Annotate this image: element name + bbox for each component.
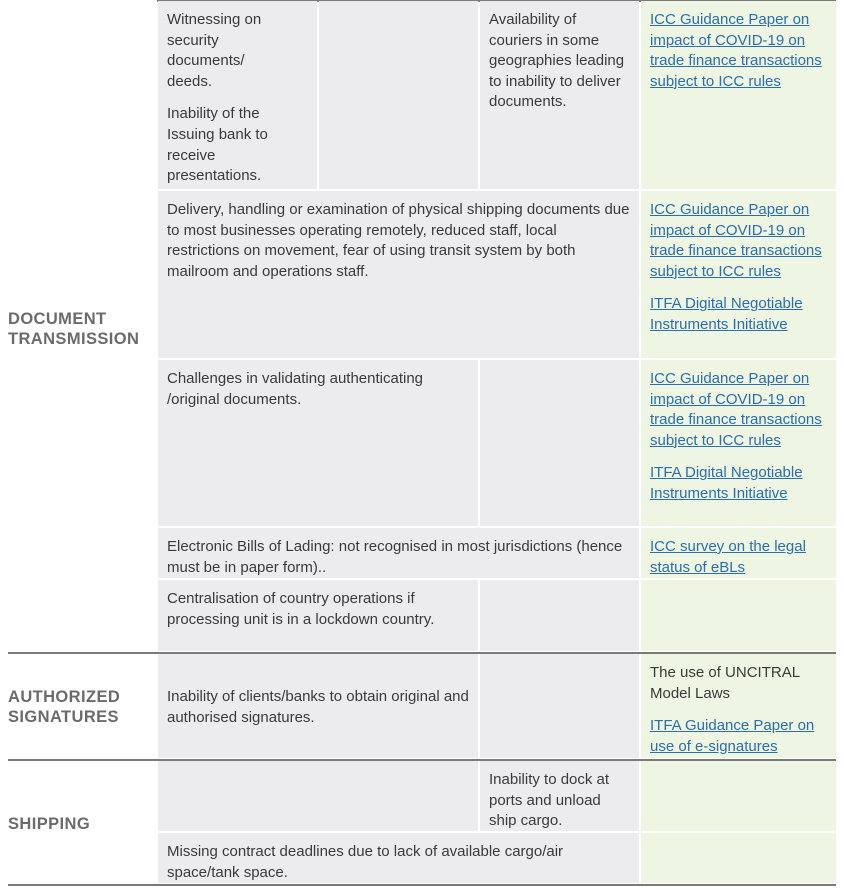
- resource-cell: [641, 191, 836, 358]
- resource-cell: [641, 1, 836, 189]
- icc-guidance-paper-link[interactable]: ICC Guidance Paper on impact of COVID-19 on trade finance transactions subject to ICC rules: [650, 11, 822, 90]
- resource-cell: [641, 654, 836, 758]
- itfa-digital-negotiable-instruments-link[interactable]: ITFA Digital Negotiable Instruments Initiative: [650, 295, 803, 333]
- cell-text: Inability to dock at ports and unload ship cargo.: [489, 771, 610, 830]
- cell-text: Delivery, handling or examination of physical shipping documents due to most businesses operating remotely, reduced staff, local restrictions on movement, fear of using transit system by both mailroom and operations staff.: [167, 201, 630, 280]
- table-cell: [158, 580, 478, 651]
- icc-guidance-paper-link[interactable]: ICC Guidance Paper on impact of COVID-19 on trade finance transactions subject to ICC rules: [650, 201, 822, 280]
- cell-text: Inability of clients/banks to obtain original and authorised signatures.: [167, 688, 469, 726]
- cell-text: Availability of couriers in some geographies leading to inability to deliver documents.: [489, 11, 625, 111]
- cell-text: Challenges in validating authenticating /original documents.: [167, 370, 424, 408]
- table-cell-empty: [480, 654, 639, 758]
- table-bottom-rule: [8, 884, 836, 886]
- itfa-digital-negotiable-instruments-link[interactable]: ITFA Digital Negotiable Instruments Initiative: [650, 464, 803, 502]
- table-cell: [158, 528, 639, 578]
- resource-cell-empty: [641, 833, 836, 883]
- section-label-text: SHIPPING: [8, 815, 91, 833]
- icc-guidance-paper-link[interactable]: ICC Guidance Paper on impact of COVID-19 on trade finance transactions subject to ICC rules: [650, 370, 822, 449]
- section-label-text: DOCUMENT TRANSMISSION: [8, 310, 140, 348]
- section-label-document-transmission: [8, 310, 148, 349]
- section-label-text: AUTHORIZED SIGNATURES: [8, 688, 121, 726]
- cell-text: Inability of the Issuing bank to receive presentations.: [167, 105, 268, 185]
- itfa-e-signatures-guidance-link[interactable]: ITFA Guidance Paper on use of e-signatures: [650, 717, 815, 755]
- cell-text: Centralisation of country operations if processing unit is in a lockdown country.: [167, 590, 435, 628]
- resource-cell: [641, 360, 836, 526]
- resource-cell-empty: [641, 761, 836, 831]
- resource-cell-empty: [641, 580, 836, 651]
- cell-text: The use of UNCITRAL Model Laws: [650, 664, 800, 702]
- table-cell: [158, 654, 478, 758]
- table-cell: [158, 360, 478, 526]
- section-label-authorized-signatures: [8, 688, 138, 727]
- icc-ebl-survey-link[interactable]: ICC survey on the legal status of eBLs: [650, 538, 806, 576]
- table-cell: [158, 191, 639, 358]
- table-cell: [480, 1, 639, 189]
- table-cell-empty: [480, 580, 639, 651]
- table-cell: [158, 1, 317, 189]
- cell-text: Missing contract deadlines due to lack of available cargo/air space/tank space.: [167, 843, 564, 881]
- cell-text: Witnessing on security documents/ deeds.: [167, 11, 262, 90]
- resource-cell: [641, 528, 836, 578]
- table-cell: [480, 761, 639, 831]
- table-cell: [158, 833, 639, 883]
- table-cell-empty: [480, 360, 639, 526]
- table-cell-empty: [158, 761, 478, 831]
- cell-text: Electronic Bills of Lading: not recognised in most jurisdictions (hence must be in paper form)..: [167, 538, 623, 576]
- section-label-shipping: [8, 815, 90, 835]
- table-cell-empty: [319, 1, 478, 189]
